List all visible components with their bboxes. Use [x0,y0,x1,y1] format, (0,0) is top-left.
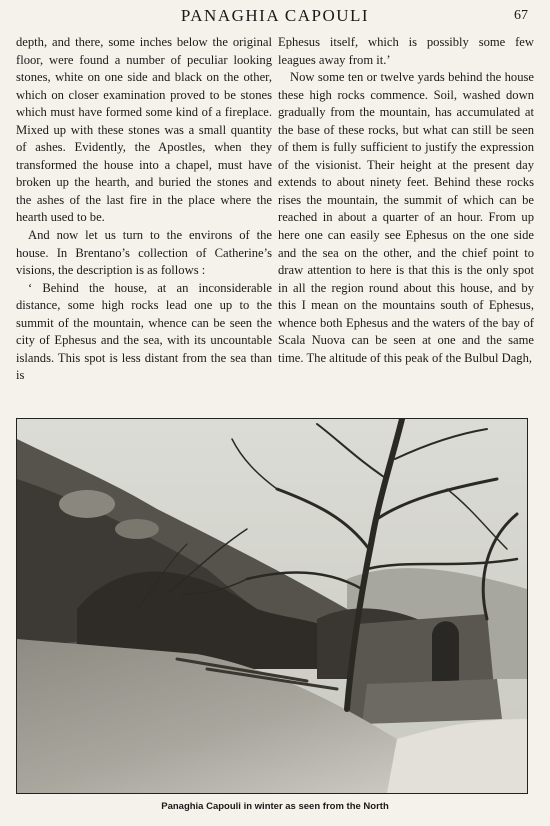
page-header [0,6,550,32]
paragraph: ‘ Behind the house, at an inconsiderable distance, some high rocks lead one up to the summit of the mountain, whence can be seen the city of Ephesus and the sea, with its uncountable islands. This spot is less distant from the sea than is [16,280,272,383]
left-column [16,34,272,385]
page-number: 67 [514,8,528,23]
right-column [278,34,534,367]
paragraph: Now some ten or twelve yards behind the house these high rocks commence. Soil, washed down gradually from the mountain, has accumulated at the base of these rocks, but what can still be seen of them is fully sufficient to justify the expression of the visionist. Their height at the present day extends to about ninety feet. Behind these rocks rises the mountain, the summit of which can be reached in about a quarter of an hour. From up here one can easily see Ephesus on the one side and the sea on the other, and the chief point to draw attention to here is that this is the only spot in all the region round about this house, and by this I mean on the mountains south of Ephesus, whence both Ephesus and the waters of the bay of Scala Nuova can be seen at one and the same time. The altitude of this peak of the Bulbul Dagh, [278,70,534,365]
figure-caption: Panaghia Capouli in winter as seen from the North [161,801,389,812]
paragraph: Ephesus itself, which is possibly some few leagues away from it.’ [278,35,534,67]
paragraph: And now let us turn to the environs of the house. In Brentano’s collection of Catherine’s visions, the description is as follows : [16,228,272,278]
winter-landscape-photo [17,419,527,793]
photograph-plate [16,418,528,794]
paragraph: depth, and there, some inches below the original floor, were found a number of peculiar looking stones, white on one side and black on the other, which on closer examination proved to be stones which must have formed some kind of a fireplace. Mixed up with these stones was a small quantity of ashes. Evidently, the Apostles, when they transformed the house into a chapel, must have broken up the hearth, and buried the stones and the ashes of the last fire in the place where the hearth used to be. [16,35,272,225]
running-title: PANAGHIA CAPOULI [180,6,370,25]
